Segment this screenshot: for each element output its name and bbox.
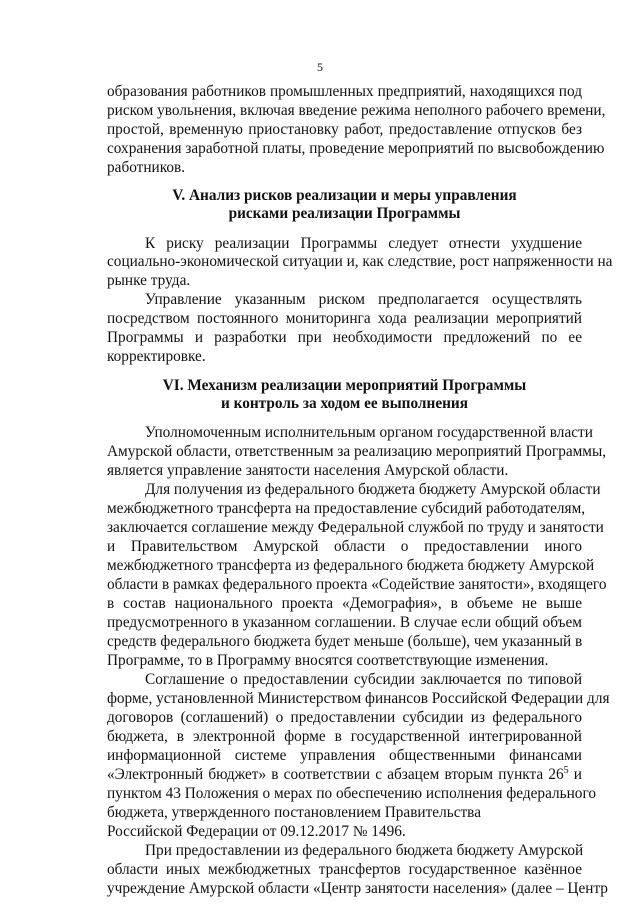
text-line: рынке труда. <box>107 272 191 289</box>
text-line: является управление занятости населения Амурской области. <box>107 462 509 479</box>
text-line: учреждение Амурской области «Центр занятости населения» (далее – Центр <box>107 880 608 897</box>
text-line: заключается соглашение между Федеральной службой по труду и занятости <box>107 519 604 536</box>
text-line: Программы и разработки при необходимости предложений по ее <box>107 329 582 346</box>
text-line: «Электронный бюджет» в соответствии с абзацем вторым пункта $26^5$ и <box>107 764 582 783</box>
text-line: средств федерального бюджета будет меньше (больше), чем указанный в <box>107 633 583 650</box>
text-line: Амурской области, ответственным за реализацию мероприятий Программы, <box>107 443 607 460</box>
text-line: При предоставлении из федерального бюджета бюджету Амурской <box>145 842 584 859</box>
text-line: К риску реализации Программы следует отнести ухудшение <box>145 235 582 252</box>
text-line: работников. <box>107 159 186 176</box>
section-heading-line: V. Анализ рисков реализации и меры управления <box>172 187 517 204</box>
text-line: Управление указанным риском предполагается осуществлять <box>145 291 582 308</box>
text-line: Программе, то в Программу вносятся соответствующие изменения. <box>107 652 549 669</box>
text-line: информационной системе управления общественными финансами <box>107 747 582 764</box>
footnote-superscript: 5 <box>563 764 569 776</box>
text-line: сохранения заработной платы, проведение мероприятий по высвобождению <box>107 140 605 157</box>
text-line: межбюджетного трансферта из федерального бюджета бюджету Амурской <box>107 557 595 574</box>
text-line: межбюджетного трансферта на предоставление субсидий работодателям, <box>107 500 586 517</box>
text-line: корректировке. <box>107 348 206 365</box>
section-heading-line: рисками реализации Программы <box>228 205 461 222</box>
text-line: и Правительством Амурской области о предоставлении иного <box>107 538 582 555</box>
text-line: Уполномоченным исполнительным органом государственной власти <box>145 424 593 441</box>
text-line: области в рамках федерального проекта «Содействие занятости», входящего <box>107 576 607 593</box>
text-line: Для получения из федерального бюджета бюджету Амурской области <box>145 481 601 498</box>
text-line: предусмотренного в указанном соглашении. В случае если общий объем <box>107 614 582 631</box>
text-line: области иных межбюджетных трансфертов государственное казённое <box>107 861 582 878</box>
text-line: бюджета, в электронной форме в государственной интегрированной <box>107 728 582 745</box>
text-line: форме, установленной Министерством финансов Российской Федерации для <box>107 690 610 707</box>
page-number: 5 <box>317 60 323 74</box>
text-line: социально-экономической ситуации и, как следствие, рост напряженности на <box>107 253 613 270</box>
text-line: риском увольнения, включая введение режима неполного рабочего времени, <box>107 102 606 119</box>
text-line: Соглашение о предоставлении субсидии заключается по типовой <box>145 671 582 688</box>
section-heading-line: VI. Механизм реализации мероприятий Программы <box>162 377 527 394</box>
text-line: бюджета, утвержденного постановлением Правительства <box>107 804 481 821</box>
text-line: пунктом 43 Положения о мерах по обеспечению исполнения федерального <box>107 785 596 802</box>
text-line: Российской Федерации от 09.12.2017 № 1496. <box>107 823 406 840</box>
text-line: в состав национального проекта «Демография», в объеме не выше <box>107 595 582 612</box>
section-heading-line: и контроль за ходом ее выполнения <box>220 395 469 412</box>
text-line: посредством постоянного мониторинга хода реализации мероприятий <box>107 310 582 327</box>
text-line: договоров (соглашений) о предоставлении субсидии из федерального <box>107 709 582 726</box>
text-line: образования работников промышленных предприятий, находящихся под <box>107 83 582 100</box>
text-line: простой, временную приостановку работ, предоставление отпусков без <box>107 121 582 138</box>
